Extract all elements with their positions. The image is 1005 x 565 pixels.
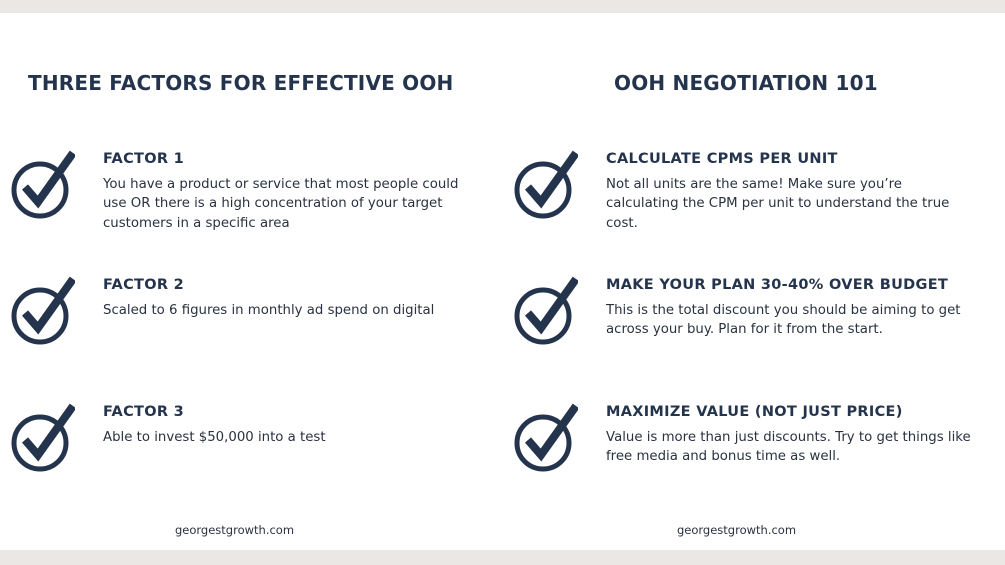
item-body: Able to invest $50,000 into a test [103, 430, 326, 445]
check-circle-icon [512, 150, 578, 222]
item-title: CALCULATE CPMS PER UNIT [606, 151, 838, 167]
left-footer-url: georgestgrowth.com [175, 523, 295, 537]
item-title: MAKE YOUR PLAN 30-40% OVER BUDGET [606, 277, 949, 293]
bottom-band [0, 550, 1005, 565]
list-item-negotiation-3 [502, 403, 1005, 493]
item-title: FACTOR 2 [103, 277, 185, 293]
factor-text [103, 150, 473, 233]
item-body: Scaled to 6 figures in monthly ad spend on digital [103, 303, 435, 318]
item-body: Value is more than just discounts. Try to get things like free media and bonus time as well. [606, 430, 971, 465]
negotiation-text [606, 150, 976, 233]
negotiation-text [606, 403, 976, 467]
list-item-factor-2 [0, 276, 502, 366]
check-circle-icon [9, 150, 75, 222]
item-body: Not all units are the same! Make sure you’re calculating the CPM per unit to understand the true cost. [606, 177, 950, 231]
check-circle-icon [9, 403, 75, 475]
factor-text [103, 276, 473, 320]
list-item-negotiation-2 [502, 276, 1005, 366]
item-body: This is the total discount you should be aiming to get across your buy. Plan for it from the start. [606, 303, 961, 338]
check-circle-icon [512, 276, 578, 348]
item-title: FACTOR 3 [103, 404, 185, 420]
left-heading: THREE FACTORS FOR EFFECTIVE OOH [28, 71, 454, 95]
right-column [502, 0, 1005, 550]
left-column [0, 0, 502, 550]
right-footer-url: georgestgrowth.com [677, 523, 797, 537]
list-item-factor-3 [0, 403, 502, 493]
negotiation-text [606, 276, 976, 340]
item-body: You have a product or service that most people could use OR there is a high concentration of your target customers in a specific area [103, 177, 459, 231]
item-title: MAXIMIZE VALUE (NOT JUST PRICE) [606, 404, 903, 420]
list-item-factor-1 [0, 150, 502, 240]
factor-text [103, 403, 473, 447]
list-item-negotiation-1 [502, 150, 1005, 240]
check-circle-icon [512, 403, 578, 475]
right-heading: OOH NEGOTIATION 101 [614, 71, 878, 95]
item-title: FACTOR 1 [103, 151, 185, 167]
check-circle-icon [9, 276, 75, 348]
